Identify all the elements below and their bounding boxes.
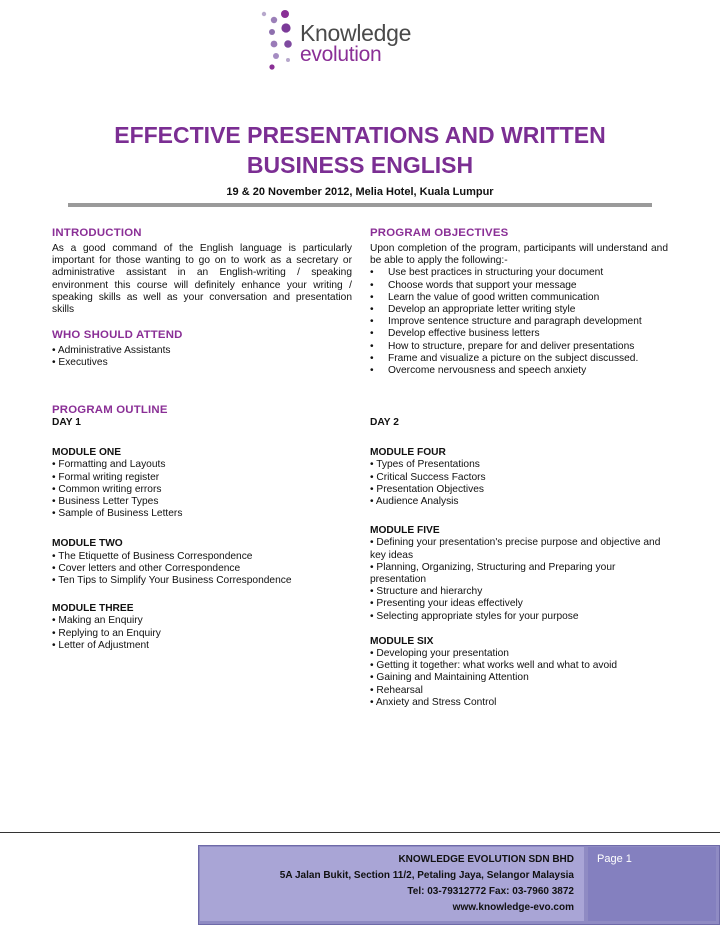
introduction-heading: INTRODUCTION [52, 227, 142, 239]
module-item: • Presenting your ideas effectively [370, 598, 523, 610]
module-item: • Critical Success Factors [370, 471, 486, 483]
footer-address: 5A Jalan Bukit, Section 11/2, Petaling Jaya, Selangor Malaysia [279, 870, 574, 881]
module-item: • Rehearsal [370, 684, 423, 696]
objective-item: • Use best practices in structuring your document [370, 267, 604, 279]
footer-company: KNOWLEDGE EVOLUTION SDN BHD [398, 854, 574, 865]
objective-item: • Learn the value of good written communication [370, 291, 600, 303]
footer-divider [0, 832, 720, 833]
program-objectives-intro: Upon completion of the program, participants will understand and be able to apply the following:- [370, 243, 668, 267]
module-item: • Letter of Adjustment [52, 639, 150, 651]
objectives-list [370, 267, 668, 377]
program-outline-day2 [370, 417, 668, 709]
footer-website[interactable]: www.knowledge-evo.com [452, 902, 574, 913]
module-three-title: MODULE THREE [52, 603, 134, 615]
module-two-title: MODULE TWO [52, 538, 123, 550]
module-item: • Audience Analysis [370, 496, 459, 508]
day1-label: DAY 1 [52, 417, 81, 428]
module-four-title: MODULE FOUR [370, 447, 446, 459]
day2-label: DAY 2 [370, 417, 399, 428]
module-item: • Anxiety and Stress Control [370, 696, 497, 708]
module-item: • Planning, Organizing, Structuring and Preparing your presentation [370, 561, 616, 586]
module-item: • Making an Enquiry [52, 615, 143, 627]
module-item: • Cover letters and other Correspondence [52, 562, 241, 574]
module-item: • Structure and hierarchy [370, 586, 483, 598]
module-two [52, 538, 352, 587]
objective-item: • How to structure, prepare for and deliver presentations [370, 340, 635, 352]
program-outline-heading: PROGRAM OUTLINE [52, 404, 168, 416]
introduction-section [52, 226, 352, 316]
module-six [370, 636, 668, 709]
module-six-title: MODULE SIX [370, 635, 434, 647]
objective-item: • Develop an appropriate letter writing style [370, 304, 576, 316]
module-item: • The Etiquette of Business Correspondence [52, 550, 253, 562]
objective-item: • Improve sentence structure and paragraph development [370, 316, 642, 328]
module-four [370, 447, 668, 508]
module-item: • Replying to an Enquiry [52, 627, 161, 639]
module-item: • Presentation Objectives [370, 483, 484, 495]
module-one-title: MODULE ONE [52, 447, 122, 459]
program-objectives-section [370, 226, 668, 377]
module-item: • Business Letter Types [52, 496, 159, 508]
module-item: • Formal writing register [52, 471, 160, 483]
objective-item: • Develop effective business letters [370, 328, 540, 340]
module-item: • Defining your presentation's precise purpose and objective and key ideas [370, 537, 661, 561]
module-three [52, 603, 352, 652]
module-five [370, 525, 668, 623]
module-item: • Ten Tips to Simplify Your Business Correspondence [52, 575, 292, 587]
program-outline-day1 [52, 403, 352, 652]
module-item: • Developing your presentation [370, 648, 509, 660]
objective-item: • Choose words that support your message [370, 279, 577, 291]
module-five-title: MODULE FIVE [370, 525, 440, 537]
attendee-item: • Executives [52, 357, 108, 369]
logo-line-2: evolution [300, 43, 382, 66]
page-number: Page 1 [597, 853, 632, 865]
document-title [0, 120, 720, 180]
footer-phone-fax: Tel: 03-79312772 Fax: 03-7960 3872 [407, 886, 574, 897]
module-item: • Getting it together: what works well and what to avoid [370, 660, 618, 672]
module-item: • Selecting appropriate styles for your purpose [370, 610, 579, 622]
title-divider [68, 203, 652, 207]
module-one [52, 447, 352, 520]
attendee-item: • Administrative Assistants [52, 345, 171, 356]
who-should-attend-heading: WHO SHOULD ATTEND [52, 329, 183, 341]
logo-wordmark [300, 22, 411, 65]
module-item: • Types of Presentations [370, 459, 480, 471]
module-item: • Sample of Business Letters [52, 508, 183, 520]
event-date-venue: 19 & 20 November 2012, Melia Hotel, Kuala Lumpur [226, 186, 494, 198]
program-objectives-heading: PROGRAM OBJECTIVES [370, 227, 509, 239]
module-item: • Common writing errors [52, 483, 162, 495]
title-line-2: BUSINESS ENGLISH [246, 152, 474, 178]
logo-line-1: Knowledge [300, 20, 412, 46]
introduction-text: As a good command of the English language is particularly important for those wanting to go on to work as a secretary or administrative assistant in an English-writing / speaking environment this course will definitely enhance your writing / speaking skills as well as your conversation and presentation skills [52, 243, 352, 316]
footer-contact [280, 852, 574, 916]
module-item: • Formatting and Layouts [52, 459, 166, 471]
who-should-attend-section [52, 328, 352, 369]
module-item: • Gaining and Maintaining Attention [370, 672, 529, 684]
objective-item: • Overcome nervousness and speech anxiety [370, 365, 587, 377]
objective-item: • Frame and visualize a picture on the subject discussed. [370, 352, 639, 364]
title-line-1: EFFECTIVE PRESENTATIONS AND WRITTEN [114, 122, 606, 148]
